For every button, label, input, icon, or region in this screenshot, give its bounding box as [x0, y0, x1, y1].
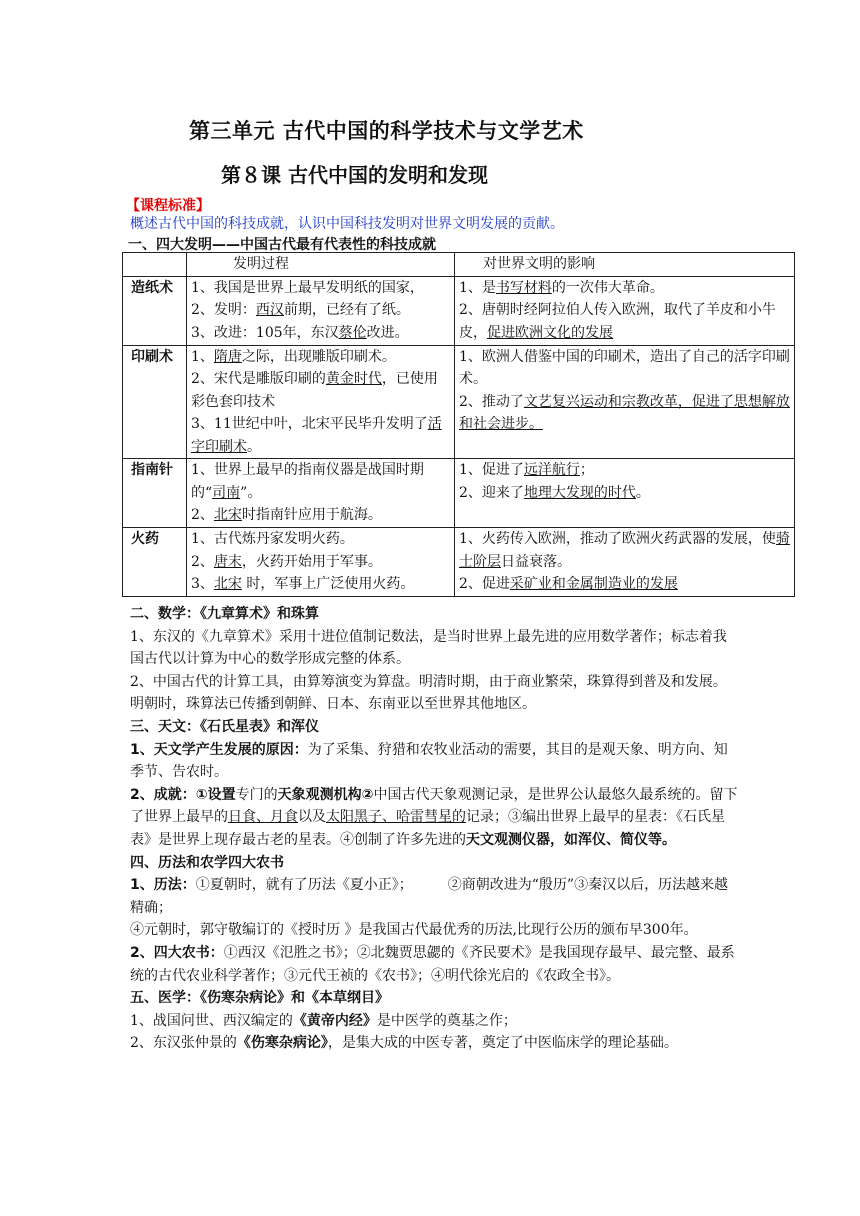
- lesson-title: 第８课 古代中国的发明和发现: [221, 163, 488, 187]
- header-empty: [123, 253, 187, 277]
- invention-process: 1、隋唐之际，出现雕版印刷术。 2、宋代是雕版印刷的黄金时代，已使用彩色套印技术 3、11世纪中叶，北宋平民毕升发明了活字印刷术。: [187, 345, 455, 459]
- paragraph: 2、四大农书：①西汉《氾胜之书》；②北魏贾思勰的《齐民要术》是我国现存最早、最完整、最系统的古代农业科学著作；③元代王祯的《农书》；④明代徐光启的《农政全书》。: [130, 944, 735, 984]
- invention-process: 1、古代炼丹家发明火药。 2、唐末，火药开始用于军事。 3、北宋 时，军事上广泛使用火药。: [187, 528, 455, 597]
- invention-process: 1、我国是世界上最早发明纸的国家， 2、发明：西汉前期，已经有了纸。 3、改进：105年，东汉蔡伦改进。: [187, 276, 455, 345]
- table-row: [123, 345, 795, 459]
- paragraph: 1、战国问世、西汉编定的《黄帝内经》是中医学的奠基之作；: [130, 1012, 517, 1029]
- paragraph: ④元朝时，郭守敬编订的《授时历 》是我国古代最优秀的历法,比现行公历的颁布早300年。: [130, 922, 698, 939]
- paragraph: 1、东汉的《九章算术》采用十进位值制记数法，是当时世界上最先进的应用数学著作；标志着我国古代以计算为中心的数学形成完整的体系。: [130, 628, 727, 668]
- inventions-table: [122, 252, 795, 597]
- invention-impact: 1、欧洲人借鉴中国的印刷术，造出了自己的活字印刷术。 2、推动了文艺复兴运动和宗教改革，促进了思想解放和社会进步。: [455, 345, 795, 459]
- invention-process: 1、世界上最早的指南仪器是战国时期的“司南”。 2、北宋时指南针应用于航海。: [187, 459, 455, 528]
- table-row: [123, 528, 795, 597]
- curriculum-standard-text: 概述古代中国的科技成就，认识中国科技发明对世界文明发展的贡献。: [130, 216, 564, 232]
- section-astronomy-title: 三、天文：《石氏星表》和浑仪: [130, 718, 319, 735]
- invention-name: 指南针: [123, 459, 187, 528]
- invention-impact: 1、是书写材料的一次伟大革命。 2、唐朝时经阿拉伯人传入欧洲，取代了羊皮和小牛皮，促进欧洲文化的发展: [455, 276, 795, 345]
- table-header-row: [123, 253, 795, 277]
- header-process: 发明过程: [187, 253, 455, 277]
- section-medicine-title: 五、医学：《伤寒杂病论》和《本草纲目》: [130, 990, 389, 1007]
- invention-name: 印刷术: [123, 345, 187, 459]
- paragraph: 2、东汉张仲景的《伤寒杂病论》，是集大成的中医专著，奠定了中医临床学的理论基础。: [130, 1035, 678, 1052]
- section-math-title: 二、数学：《九章算术》和珠算: [130, 606, 319, 622]
- section-calendar-title: 四、历法和农学四大农书: [130, 854, 284, 871]
- paragraph: 1、历法：①夏朝时，就有了历法《夏小正》； ②商朝改进为“殷历”③秦汉以后，历法越来越精确；: [130, 877, 729, 916]
- section-four-inventions-title: 一、四大发明——中国古代最有代表性的科技成就: [128, 237, 436, 253]
- paragraph: 1、天文学产生发展的原因：为了采集、狩猎和农牧业活动的需要，其目的是观天象、明方向、知季节、告农时。: [130, 741, 728, 781]
- unit-title: 第三单元 古代中国的科学技术与文学艺术: [189, 119, 584, 143]
- table-row: [123, 459, 795, 528]
- invention-impact: 1、促进了远洋航行； 2、迎来了地理大发现的时代。: [455, 459, 795, 528]
- paragraph: 2、成就：①设置专门的天象观测机构②中国古代天象观测记录，是世界公认最悠久最系统的。留下了世界上最早的日食、月食以及太阳黑子、哈雷彗星的记录；③编出世界上最早的星表：《石氏星表》是世界上现存最古老的星表。④创制了许多先进的天文观测仪器，如浑仪、简仪等。: [130, 786, 738, 848]
- invention-name: 造纸术: [123, 276, 187, 345]
- body-text: [130, 603, 740, 1055]
- curriculum-standard-label: 【课程标准】: [126, 198, 210, 214]
- invention-name: 火药: [123, 528, 187, 597]
- invention-impact: 1、火药传入欧洲，推动了欧洲火药武器的发展，使骑士阶层日益衰落。 2、促进采矿业和金属制造业的发展: [455, 528, 795, 597]
- table-row: [123, 276, 795, 345]
- paragraph: 2、中国古代的计算工具，由算筹演变为算盘。明清时期，由于商业繁荣，珠算得到普及和发展。明朝时，珠算法已传播到朝鲜、日本、东南亚以至世界其他地区。: [130, 673, 727, 713]
- header-impact: 对世界文明的影响: [455, 253, 795, 277]
